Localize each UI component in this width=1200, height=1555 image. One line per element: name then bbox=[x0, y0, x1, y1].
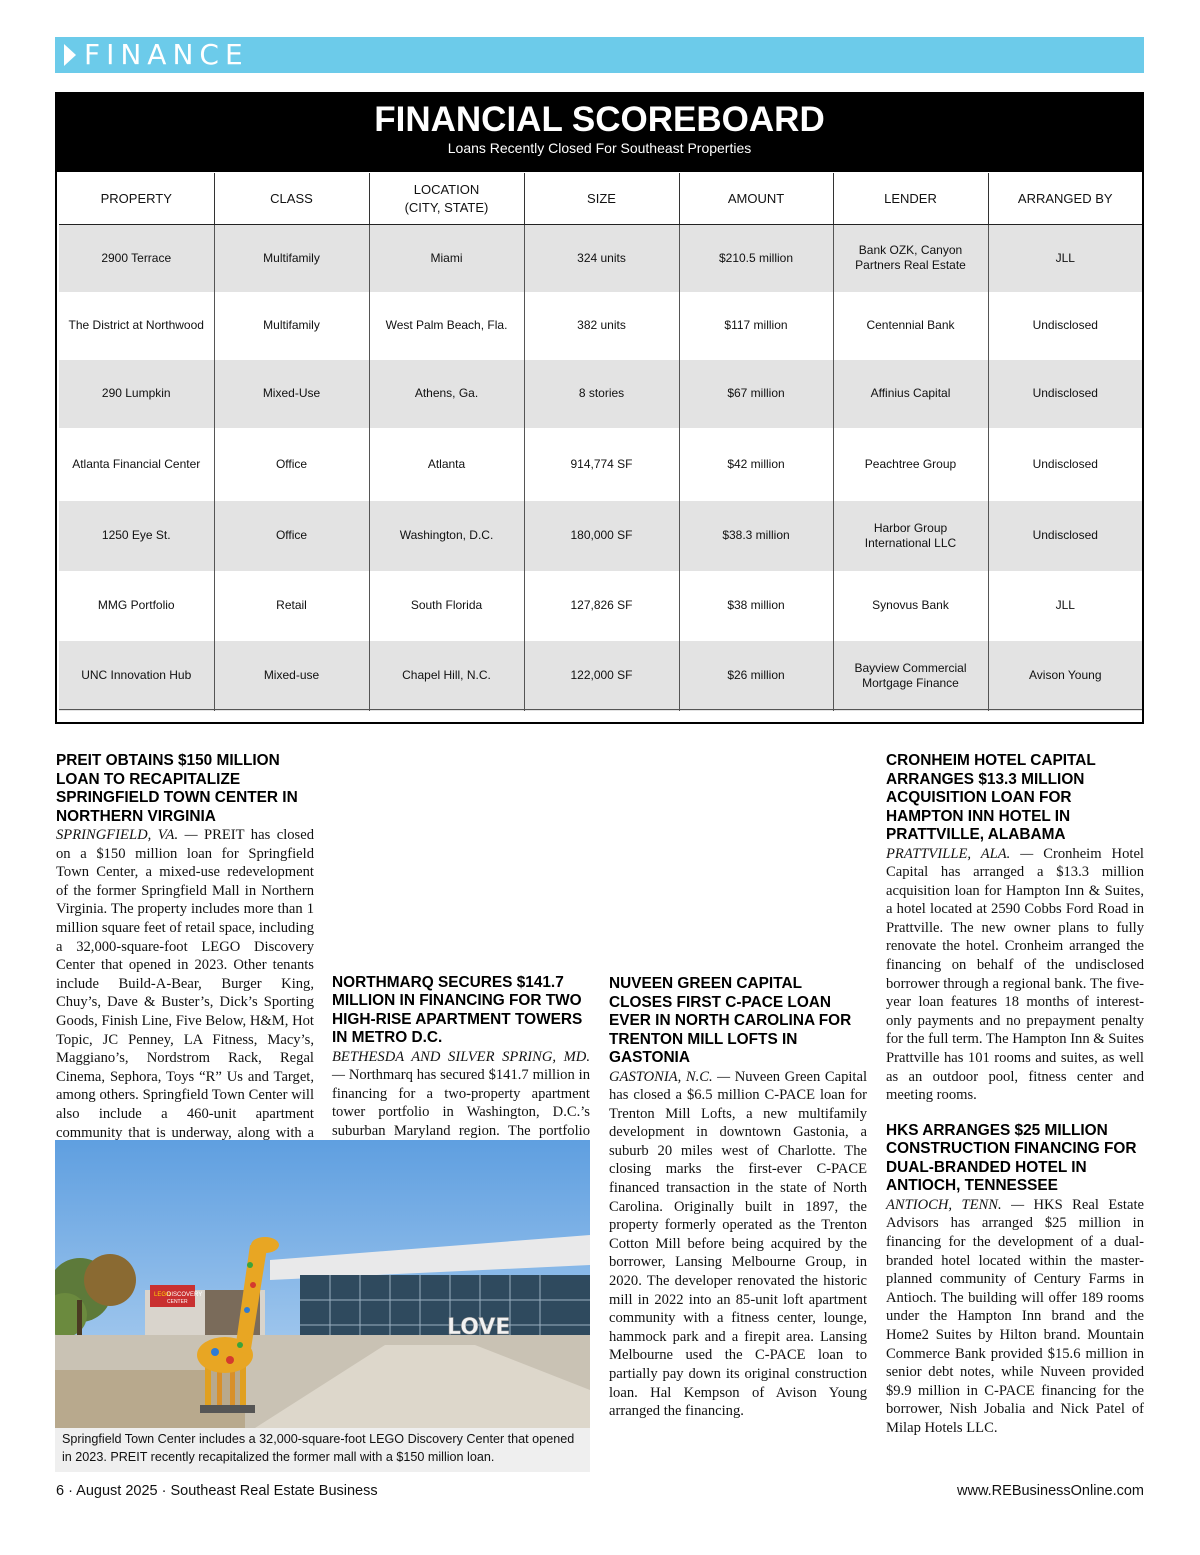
section-label: FINANCE bbox=[84, 38, 249, 71]
northmarq-body: Northmarq has secured $141.7 million in financing for a two-property apartment tower portfolio in Washington, D.C.’s suburban Maryland region. The portfolio bbox=[332, 1067, 590, 1139]
table-cell: The District at Northwood bbox=[68, 318, 204, 332]
table-cell: MMG Portfolio bbox=[97, 598, 175, 612]
table-cell: 382 units bbox=[524, 292, 679, 360]
cronheim-body: Cronheim Hotel Capital has arranged a $13.3 million acquisition loan for Hampton Inn & Suites, a hotel located at 2590 Cobbs Ford Road in Prattville. The new owner plans to fully renovate the hotel. Cronheim arranged the financing on behalf of the undisclosed borrower through a regional bank. The five-year loan features 18 months of interest-only payments and no prepayment penalty for the full term. The Hampton Inn & Suites Prattville has 101 rooms and suites, as well as an outdoor pool, fitness center and meeting rooms. bbox=[886, 845, 1144, 1104]
table-cell: 8 stories bbox=[524, 360, 679, 428]
column-header: ARRANGED BY bbox=[988, 173, 1142, 225]
play-arrow-icon bbox=[64, 44, 76, 66]
table-cell: West Palm Beach, Fla. bbox=[369, 292, 524, 360]
column-4 bbox=[886, 752, 1144, 1438]
scoreboard-header bbox=[57, 94, 1142, 172]
table-cell: $38.3 million bbox=[679, 501, 833, 571]
section-banner bbox=[55, 37, 1144, 73]
table-body bbox=[59, 225, 1142, 711]
scoreboard-table bbox=[59, 173, 1142, 711]
table-cell: Multifamily bbox=[214, 225, 369, 292]
table-cell: Athens, Ga. bbox=[369, 360, 524, 428]
table-cell: $210.5 million bbox=[679, 225, 833, 292]
column-3 bbox=[609, 752, 867, 1421]
sign-center-text: CENTER bbox=[167, 1299, 188, 1305]
table-cell: 324 units bbox=[524, 225, 679, 292]
table-row bbox=[59, 501, 1142, 571]
table-cell: Undisclosed bbox=[988, 292, 1142, 360]
table-row bbox=[59, 225, 1142, 292]
nuveen-body: Nuveen Green Capital has closed a $6.5 million C-PACE loan for Trenton Mill Lofts, a new multifamily development in downtown Gastonia, a suburb 20 miles west of Charlotte. The closing marks the first-ever C-PACE financed transaction in the state of North Carolina. Originally built in 1897, the property formerly operated as the Trenton Cotton Mill before being acquired by the borrower, Lansing Melbourne Group, in 2020. The developer renovated the historic mill in 2022 into an 85-unit loft apartment community with a fitness center, lounge, hammock park and a firepit area. Lansing Melbourne used the C-PACE loan to partially pay down its original construction loan. Hal Kempson of Avison Young arranged the financing. bbox=[609, 1068, 868, 1420]
cronheim-headline: CRONHEIM HOTEL CAPITAL ARRANGES $13.3 MILLION ACQUISITION LOAN FOR HAMPTON INN HOTEL IN PRATTVILLE, ALABAMA bbox=[886, 752, 1096, 843]
table-cell: Undisclosed bbox=[988, 428, 1142, 501]
table-cell: Atlanta bbox=[369, 428, 524, 501]
table-cell: $38 million bbox=[679, 571, 833, 641]
scoreboard-subtitle: Loans Recently Closed For Southeast Properties bbox=[447, 140, 752, 156]
table-cell: Washington, D.C. bbox=[369, 501, 524, 571]
table-row bbox=[59, 360, 1142, 428]
footer-website-link[interactable]: www.REBusinessOnline.com bbox=[957, 1483, 1144, 1499]
table-cell: $67 million bbox=[679, 360, 833, 428]
table-cell: Atlanta Financial Center bbox=[72, 456, 201, 471]
preit-dateline: SPRINGFIELD, VA. — bbox=[56, 827, 198, 843]
table-cell: Office bbox=[214, 501, 369, 571]
table-cell: 1250 Eye St. bbox=[59, 501, 214, 571]
table-cell: Peachtree Group bbox=[833, 428, 988, 501]
table-cell: UNC Innovation Hub bbox=[59, 641, 214, 711]
preit-body: PREIT has closed on a $150 million loan for Springfield Town Center, a mixed-use redevelopment of the former Springfield Mall in Northern Virginia. The property includes more than 1 million square feet of retail space, including a 32,000-square-foot LEGO Discovery Center that opened in 2023. Other tenants include Build-A-Bear, Burger King, Chuy’s, Dave & Buster’s, Dick’s Sporting Goods, Finish Line, Five Below, H&M, Hot Topic, JC Penney, LA Fitness, Macy’s, Maggiano’s, Nordstrom Rack, Regal Cinema, Sephora, Toys “R” Us and Target, among others. Springfield Town Center will also include a 460-unit apartment community that is underway, along with a bbox=[56, 827, 314, 1141]
nuveen-dateline: GASTONIA, N.C. — bbox=[609, 1068, 731, 1085]
hks-body: HKS Real Estate Advisors has arranged $25 million in financing for the development of a dual-branded hotel located within the master-planned community of Century Farms in Antioch. The building will offer 189 rooms under the Hampton Inn brand and the Home2 Suites by Hilton brand. Mountain Commerce Bank provided $15.6 million in senior debt notes, while Nuveen provided $9.9 million in C-PACE financing for the borrower, Nish Jobalia and Nick Patel of Milap Hotels LLC. bbox=[886, 1196, 1144, 1436]
table-cell: Centennial Bank bbox=[833, 292, 988, 360]
table-cell: Chapel Hill, N.C. bbox=[369, 641, 524, 711]
column-header: AMOUNT bbox=[679, 173, 833, 225]
table-cell: Multifamily bbox=[214, 292, 369, 360]
column-header: SIZE bbox=[524, 173, 679, 225]
love-sculpture: LOVE bbox=[447, 1315, 511, 1340]
sign-lego-text: LEGO bbox=[154, 1292, 171, 1298]
table-cell: Undisclosed bbox=[988, 501, 1142, 571]
table-row bbox=[59, 428, 1142, 501]
column-header: PROPERTY bbox=[59, 173, 214, 225]
column-header: LOCATION (CITY, STATE) bbox=[369, 173, 524, 225]
table-cell: Miami bbox=[369, 225, 524, 292]
table-cell: Retail bbox=[214, 571, 369, 641]
table-cell: JLL bbox=[988, 571, 1142, 641]
table-cell: Affinius Capital bbox=[833, 360, 988, 428]
scoreboard-footer-rule bbox=[59, 709, 1142, 722]
northmarq-headline: NORTHMARQ SECURES $141.7 MILLION IN FINANCING FOR TWO HIGH-RISE APARTMENT TOWERS IN METRO D.C. bbox=[332, 973, 583, 1046]
table-cell: 180,000 SF bbox=[524, 501, 679, 571]
table-cell: Bank OZK, Canyon Partners Real Estate bbox=[833, 225, 988, 292]
footer-issue-info: 6 · August 2025 · Southeast Real Estate Business bbox=[56, 1483, 378, 1499]
table-cell: Mixed-Use bbox=[214, 360, 369, 428]
table-cell: 127,826 SF bbox=[524, 571, 679, 641]
table-cell: Synovus Bank bbox=[833, 571, 988, 641]
table-cell: Harbor Group International LLC bbox=[833, 501, 988, 571]
table-cell: $26 million bbox=[679, 641, 833, 711]
table-header-row bbox=[59, 173, 1142, 225]
hks-headline: HKS ARRANGES $25 MILLION CONSTRUCTION FINANCING FOR DUAL-BRANDED HOTEL IN ANTIOCH, TENNESSEE bbox=[886, 1121, 1137, 1195]
table-cell: 914,774 SF bbox=[524, 428, 679, 501]
table-cell: South Florida bbox=[369, 571, 524, 641]
scoreboard-title: FINANCIAL SCOREBOARD bbox=[374, 100, 825, 139]
photo-springfield-town-center bbox=[55, 1140, 590, 1472]
hks-article bbox=[886, 1196, 1144, 1438]
nuveen-article bbox=[609, 1068, 867, 1421]
table-row bbox=[59, 571, 1142, 641]
hks-dateline: ANTIOCH, TENN. — bbox=[886, 1196, 1025, 1213]
table-row bbox=[59, 292, 1142, 360]
preit-headline: PREIT OBTAINS $150 MILLION LOAN TO RECAPITALIZE SPRINGFIELD TOWN CENTER IN NORTHERN VIRGINIA bbox=[56, 752, 298, 825]
cronheim-article bbox=[886, 845, 1144, 1105]
nuveen-headline: NUVEEN GREEN CAPITAL CLOSES FIRST C-PACE LOAN EVER IN NORTH CAROLINA FOR TRENTON MILL LOFTS IN GASTONIA bbox=[609, 975, 852, 1066]
table-cell: JLL bbox=[988, 225, 1142, 292]
northmarq-dateline: BETHESDA AND SILVER SPRING, MD. — bbox=[332, 1048, 590, 1084]
table-cell: 122,000 SF bbox=[524, 641, 679, 711]
cronheim-dateline: PRATTVILLE, ALA. — bbox=[886, 845, 1034, 862]
table-cell: 290 Lumpkin bbox=[59, 360, 214, 428]
table-cell: $42 million bbox=[679, 428, 833, 501]
column-header: LENDER bbox=[833, 173, 988, 225]
landscaping bbox=[55, 1370, 245, 1428]
financial-scoreboard bbox=[55, 92, 1144, 724]
table-cell: Avison Young bbox=[988, 641, 1142, 711]
table-row bbox=[59, 641, 1142, 711]
sign-discovery-text: DISCOVERY bbox=[167, 1292, 203, 1298]
mall-illustration bbox=[55, 1140, 590, 1428]
table-cell: $117 million bbox=[679, 292, 833, 360]
table-cell: 2900 Terrace bbox=[59, 225, 214, 292]
table-cell: Mixed-use bbox=[214, 641, 369, 711]
table-cell: Undisclosed bbox=[988, 360, 1142, 428]
table-cell: Office bbox=[214, 428, 369, 501]
table-cell: Bayview Commercial Mortgage Finance bbox=[833, 641, 988, 711]
column-header: CLASS bbox=[214, 173, 369, 225]
photo-caption: Springfield Town Center includes a 32,000-square-foot LEGO Discovery Center that opened in 2023. PREIT recently recapitalized the former mall with a $150 million loan. bbox=[62, 1432, 575, 1464]
